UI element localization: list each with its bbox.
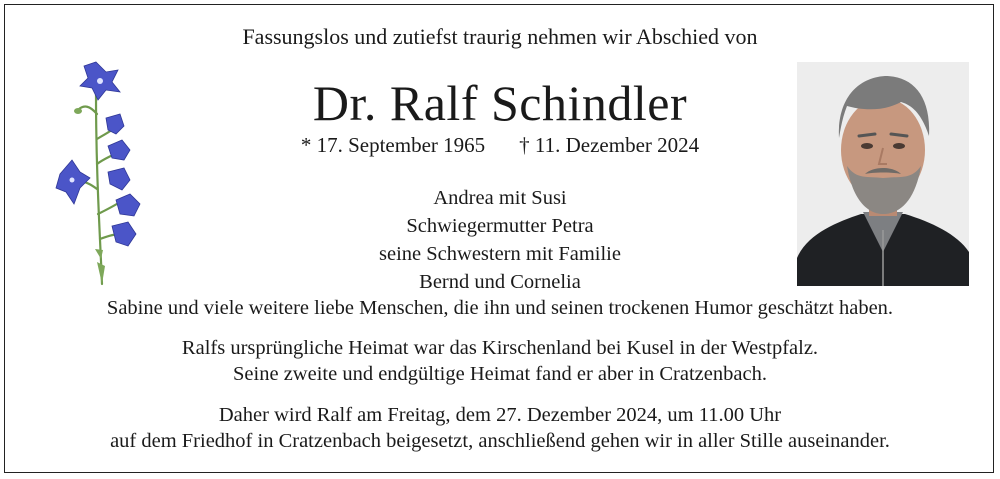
mourner-line: seine Schwestern mit Familie <box>379 243 621 265</box>
deceased-name: Dr. Ralf Schindler <box>312 75 688 131</box>
bellflower-icon <box>50 54 155 286</box>
home-line: Ralfs ursprüngliche Heimat war das Kirschenland bei Kusel in der Westpfalz. <box>181 337 819 359</box>
death-date: † 11. Dezember 2024 <box>519 133 700 157</box>
burial-line: Daher wird Ralf am Freitag, dem 27. Dezember 2024, um 11.00 Uhr <box>218 404 782 426</box>
mourner-line: Bernd und Cornelia <box>419 271 581 293</box>
mourner-line: Andrea mit Susi <box>433 187 567 209</box>
home-line: Seine zweite und endgültige Heimat fand er aber in Cratzenbach. <box>233 363 767 385</box>
mourner-line: Schwiegermutter Petra <box>406 215 594 237</box>
mourner-line: Sabine und viele weitere liebe Menschen, die ihn und seinen trockenen Humor geschätzt haben. <box>106 297 894 319</box>
burial-line: auf dem Friedhof in Cratzenbach beigesetzt, anschließend gehen wir in aller Stille auseinander. <box>110 430 890 452</box>
intro-text: Fassungslos und zutiefst traurig nehmen wir Abschied von <box>242 24 758 49</box>
portrait-image <box>797 62 969 286</box>
portrait-photo <box>797 62 969 286</box>
birth-date: * 17. September 1965 <box>300 133 486 157</box>
